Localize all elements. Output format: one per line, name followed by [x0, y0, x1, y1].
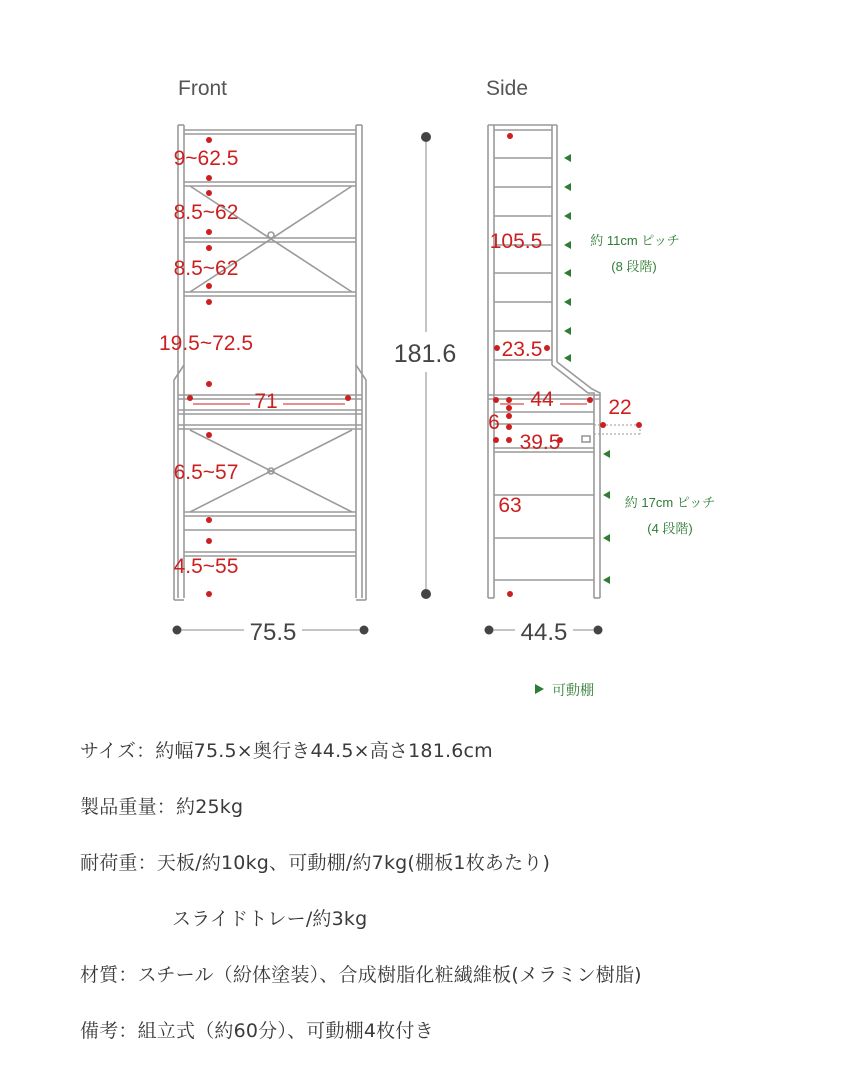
spec-load-value: 天板/約10kg、可動棚/約7kg(棚板1枚あたり) [156, 852, 551, 874]
front-shelf-range-5: 6.5~57 [173, 461, 239, 484]
side-dimension-dots [493, 133, 642, 597]
lower-pitch-line2: (4 段階) [647, 521, 693, 536]
side-tray-depth: 39.5 [519, 431, 561, 454]
spec-notes-label: 備考： [80, 1020, 138, 1042]
front-shelf-range-2: 8.5~62 [173, 201, 239, 224]
front-shelf-range-4: 19.5~72.5 [158, 332, 254, 355]
side-overall-depth: 44.5 [520, 619, 568, 646]
spec-size [80, 736, 493, 763]
spec-load-label: 耐荷重： [80, 852, 157, 874]
spec-material-value: スチール（紛体塗装）、合成樹脂化粧繊維板(メラミン樹脂) [137, 964, 642, 986]
side-upper-height: 105.5 [489, 230, 543, 253]
front-shelf-range-6: 4.5~55 [173, 555, 239, 578]
spec-size-value: 約幅75.5×奥行き44.5×高さ181.6cm [155, 740, 493, 762]
front-shelf-range-1: 9~62.5 [173, 147, 239, 170]
front-inner-width: 71 [254, 390, 278, 413]
side-tray-extension: 22 [608, 396, 632, 419]
upper-pitch-line1: 約 11cm ピッチ [590, 233, 680, 248]
spec-material [80, 960, 642, 987]
spec-weight-label: 製品重量： [80, 796, 177, 818]
overall-height: 181.6 [393, 340, 457, 368]
spec-notes-value: 組立式（約60分）、可動棚4枚付き [137, 1020, 434, 1042]
spec-weight [80, 792, 243, 819]
front-view-drawing [174, 125, 366, 600]
spec-load-tray [172, 904, 367, 931]
spec-load-tray-value: スライドトレー/約3kg [172, 908, 368, 930]
upper-pitch-line2: (8 段階) [611, 259, 657, 274]
movable-shelf-legend-icon [535, 684, 544, 694]
spec-notes [80, 1016, 434, 1043]
side-desk-depth: 44 [530, 388, 554, 411]
side-view-label: Side [486, 77, 529, 100]
front-view-label: Front [178, 77, 228, 100]
spec-weight-value: 約25kg [176, 796, 244, 818]
lower-pitch-line1: 約 17cm ピッチ [624, 495, 716, 510]
front-overall-width: 75.5 [249, 619, 297, 646]
spec-load [80, 848, 550, 875]
side-tray-height: 6 [488, 411, 500, 434]
movable-shelf-arrows [564, 154, 610, 584]
side-view-drawing [488, 125, 600, 598]
side-lower-height: 63 [498, 494, 522, 517]
front-shelf-range-3: 8.5~62 [173, 257, 239, 280]
spec-size-label: サイズ： [80, 740, 156, 762]
movable-shelf-legend-label: 可動棚 [552, 682, 594, 698]
spec-material-label: 材質： [80, 964, 138, 986]
side-mid-gap: 23.5 [501, 338, 543, 361]
